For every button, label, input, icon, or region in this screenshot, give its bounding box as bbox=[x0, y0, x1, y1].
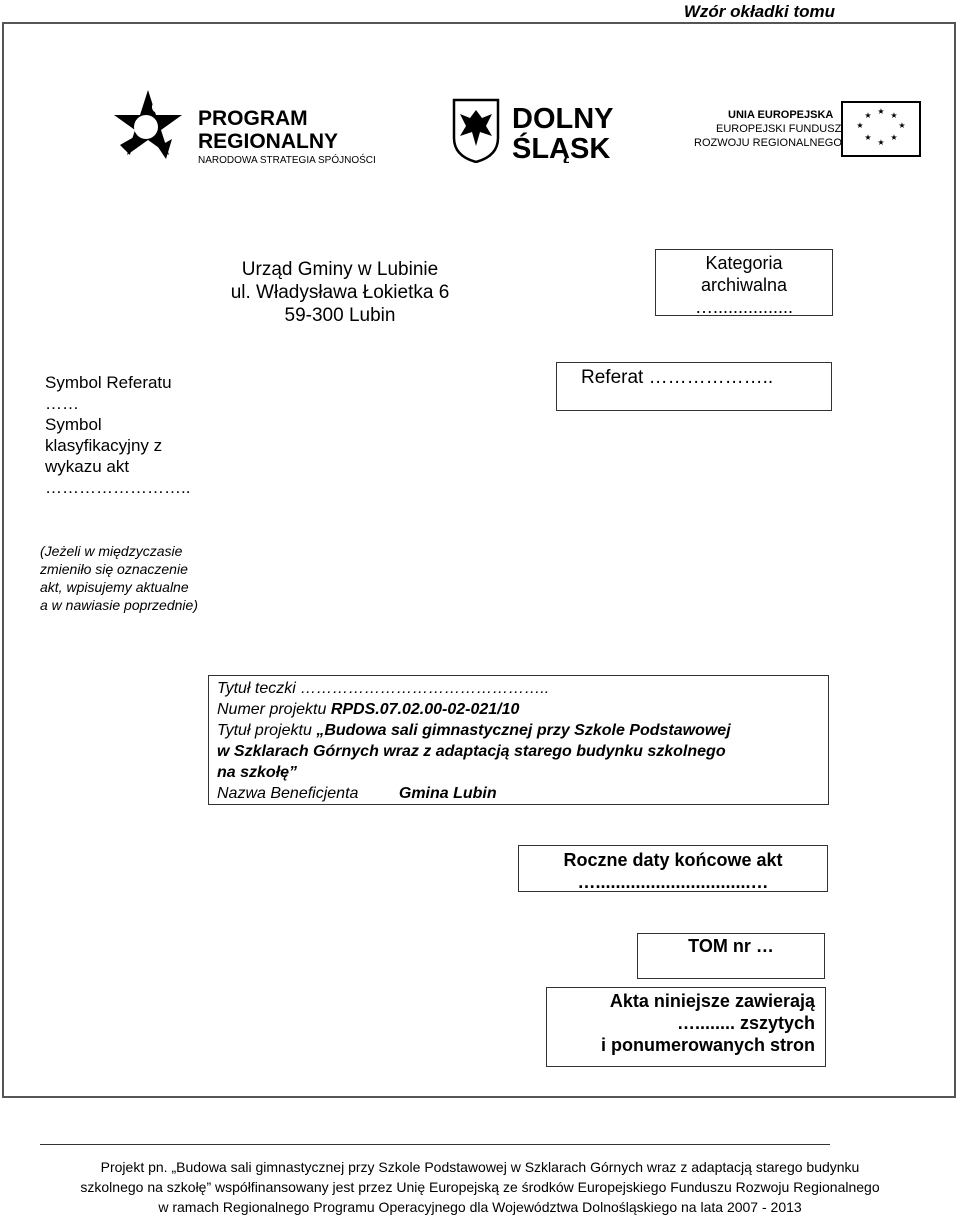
svg-text:★: ★ bbox=[877, 107, 885, 116]
dolny-logo-line2: ŚLĄSK bbox=[512, 133, 611, 163]
svg-text:★: ★ bbox=[890, 133, 898, 142]
symbol-line4: klasyfikacyjny z bbox=[45, 436, 163, 455]
annual-dates-line2: …...............................… bbox=[577, 872, 769, 892]
dolny-slask-emblem bbox=[452, 98, 632, 163]
symbol-line1: Symbol Referatu bbox=[45, 373, 172, 392]
svg-text:★: ★ bbox=[856, 121, 864, 130]
project-title-value2: w Szklarach Górnych wraz z adaptacją starego budynku szkolnego bbox=[217, 743, 726, 760]
note-line4: a w nawiasie poprzednie) bbox=[40, 597, 198, 613]
volume-number-label: TOM nr … bbox=[688, 936, 774, 956]
footer-text bbox=[15, 1157, 945, 1217]
referat-label: Referat ……………….. bbox=[581, 367, 774, 388]
office-address bbox=[200, 258, 480, 327]
footer-divider bbox=[40, 1144, 830, 1145]
dolny-slask-logo bbox=[452, 98, 632, 163]
project-number-row bbox=[217, 699, 828, 720]
symbol-line2: …… bbox=[45, 394, 79, 413]
eu-logo-line1: UNIA EUROPEJSKA bbox=[728, 109, 834, 121]
folder-title: Tytuł teczki ……………………………………….. bbox=[217, 680, 550, 697]
project-title-value3: na szkołę” bbox=[217, 764, 298, 781]
category-line2: archiwalna bbox=[700, 275, 788, 295]
files-contents-box bbox=[546, 987, 826, 1067]
archive-category-box bbox=[655, 249, 833, 316]
symbol-section bbox=[45, 372, 225, 498]
project-number-value: RPDS.07.02.00-02-021/10 bbox=[330, 701, 520, 718]
files-line3: i ponumerowanych stron bbox=[600, 1035, 815, 1055]
svg-text:★: ★ bbox=[864, 111, 872, 120]
beneficiary-row bbox=[217, 783, 828, 804]
dolny-logo-line1: DOLNY bbox=[512, 103, 614, 135]
beneficiary-value: Gmina Lubin bbox=[398, 785, 497, 802]
note-line3: akt, wpisujemy aktualne bbox=[40, 579, 189, 595]
program-logo-line3: NARODOWA STRATEGIA SPÓJNOŚCI bbox=[198, 155, 376, 166]
project-title-value1: „Budowa sali gimnastycznej przy Szkole Podstawowej bbox=[316, 722, 731, 739]
symbol-line5: wykazu akt bbox=[45, 457, 130, 476]
symbol-line6: …………………….. bbox=[45, 478, 191, 497]
footer-line1: Projekt pn. „Budowa sali gimnastycznej przy Szkole Podstawowej w Szklarach Górnych wraz z adaptacją starego budynku bbox=[100, 1159, 860, 1175]
project-info-box bbox=[208, 675, 829, 805]
svg-text:★: ★ bbox=[890, 111, 898, 120]
files-line2: …........ zszytych bbox=[676, 1013, 815, 1033]
address-line1: Urząd Gminy w Lubinie bbox=[241, 259, 439, 280]
program-regionalny-logo bbox=[108, 85, 398, 170]
annual-dates-line1: Roczne daty końcowe akt bbox=[563, 850, 783, 870]
project-title-row bbox=[217, 720, 828, 741]
eu-logo bbox=[690, 100, 930, 160]
beneficiary-label: Nazwa Beneficjenta bbox=[217, 785, 359, 802]
eu-logo-line2: EUROPEJSKI FUNDUSZ bbox=[716, 123, 842, 135]
program-logo-line2: REGIONALNY bbox=[198, 130, 339, 153]
annual-dates-box bbox=[518, 845, 828, 892]
volume-number-box bbox=[637, 933, 825, 979]
address-line3: 59-300 Lubin bbox=[284, 305, 396, 326]
files-line1: Akta niniejsze zawierają bbox=[609, 991, 815, 1011]
footer-line3: w ramach Regionalnego Programu Operacyjnego dla Województwa Dolnośląskiego na lata 2007 - 2013 bbox=[158, 1199, 802, 1215]
note-line2: zmieniło się oznaczenie bbox=[40, 561, 188, 577]
svg-text:★: ★ bbox=[877, 138, 885, 147]
svg-text:★: ★ bbox=[864, 133, 872, 142]
eu-flag-emblem bbox=[690, 100, 930, 160]
program-logo-line1: PROGRAM bbox=[198, 107, 308, 130]
eu-logo-line3: ROZWOJU REGIONALNEGO bbox=[694, 137, 842, 149]
referat-box bbox=[556, 362, 832, 411]
note-line1: (Jeżeli w międzyczasie bbox=[40, 543, 183, 559]
footer-line2: szkolnego na szkołę” współfinansowany jest przez Unię Europejską ze środków Europejskiego Funduszu Rozwoju Regionalnego bbox=[80, 1179, 880, 1195]
category-line3: …................ bbox=[694, 297, 793, 317]
symbol-line3: Symbol bbox=[45, 415, 102, 434]
note-text bbox=[40, 542, 240, 614]
svg-text:★: ★ bbox=[898, 121, 906, 130]
document-header-title: Wzór okładki tomu bbox=[683, 2, 835, 21]
project-number-label: Numer projektu bbox=[217, 701, 327, 718]
project-title-label: Tytuł projektu bbox=[217, 722, 312, 739]
program-regionalny-emblem bbox=[108, 85, 398, 170]
category-line1: Kategoria bbox=[705, 253, 783, 273]
address-line2: ul. Władysława Łokietka 6 bbox=[230, 282, 450, 303]
